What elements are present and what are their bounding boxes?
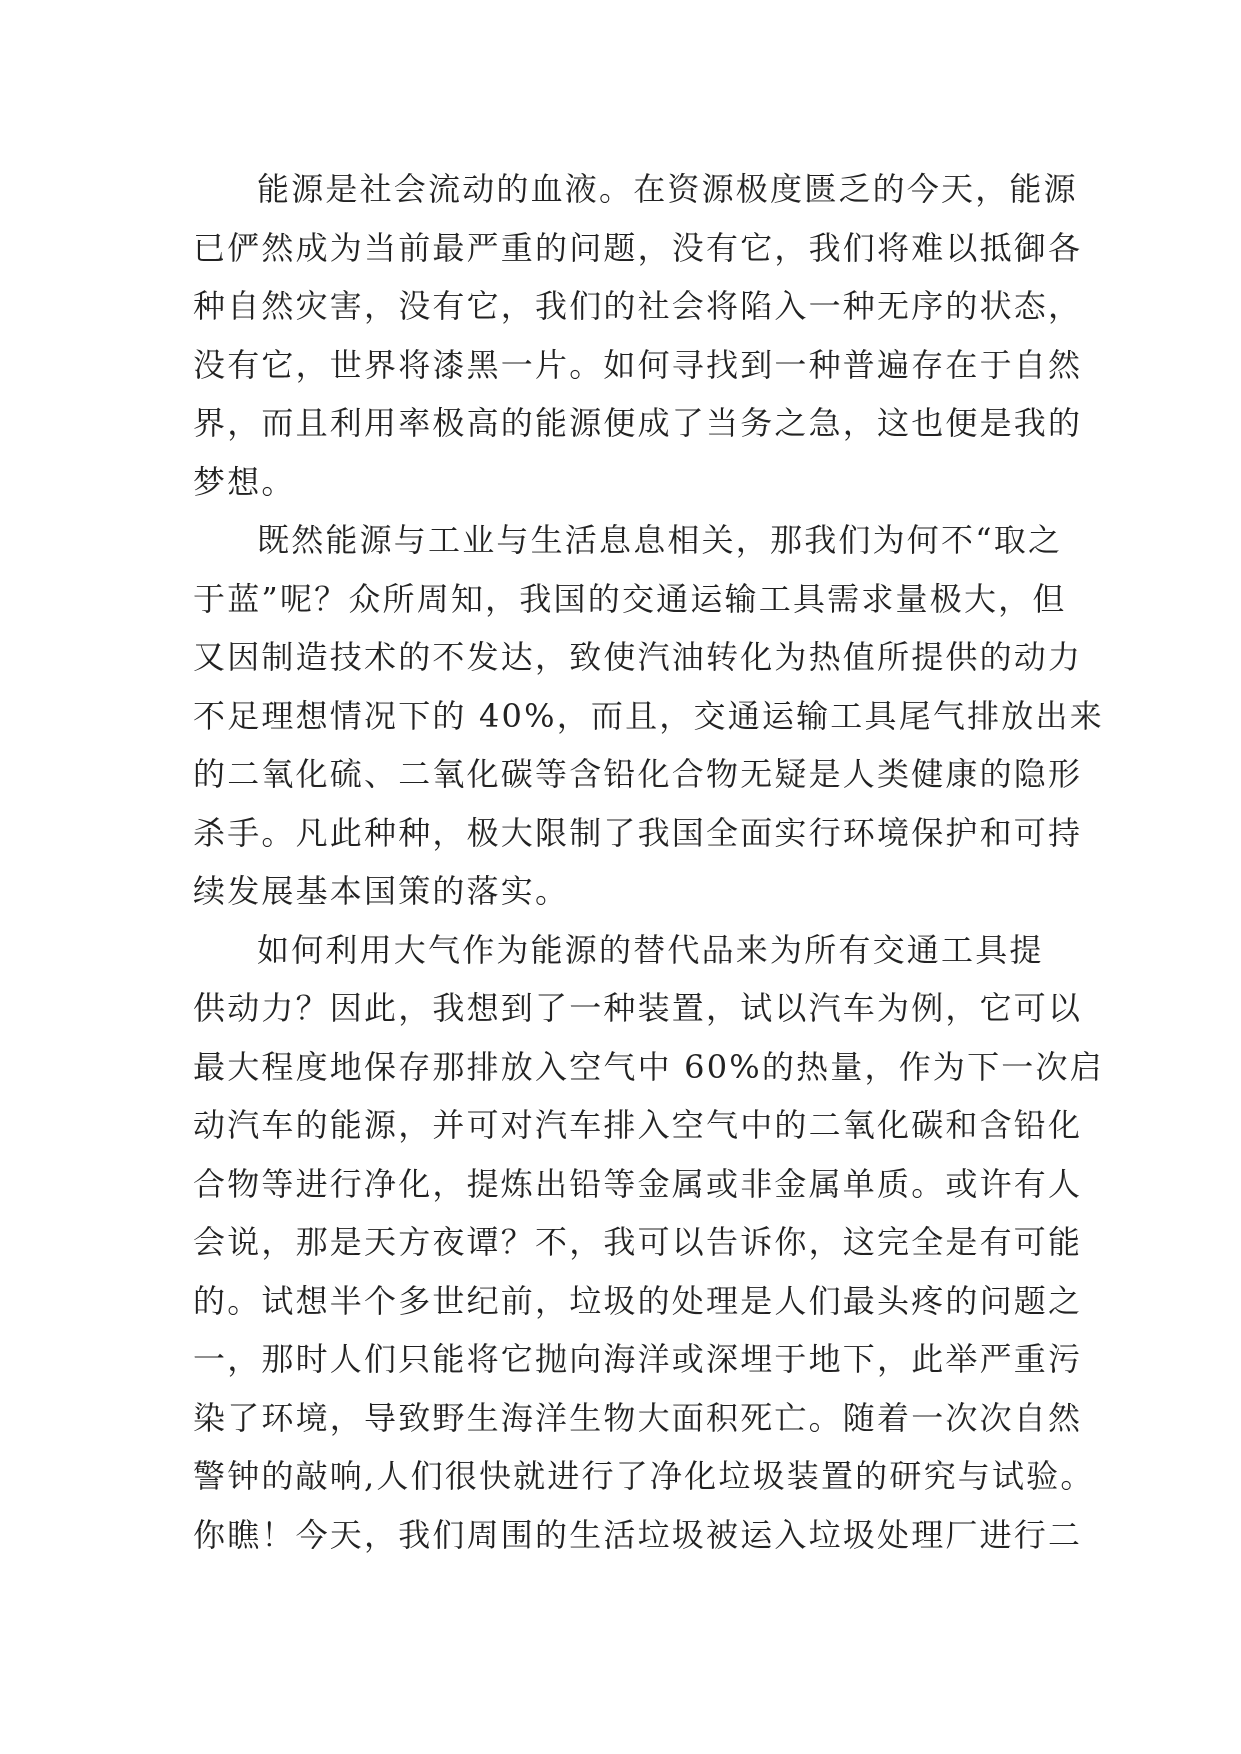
text-line: 警钟的敲响,人们很快就进行了净化垃圾装置的研究与试验。 [193,1457,1095,1495]
document-body [193,160,1104,1564]
paragraph-2 [193,511,1104,921]
paragraph-1 [193,160,1083,511]
text-line: 又因制造技术的不发达，致使汽油转化为热值所提供的动力 [193,638,1083,676]
text-line: 合物等进行净化，提炼出铅等金属或非金属单质。或许有人 [193,1164,1083,1203]
paragraph-3 [193,921,1104,1565]
text-line: 的二氧化硫、二氧化碳等含铅化合物无疑是人类健康的隐形 [193,755,1083,793]
text-line: 染了环境，导致野生海洋生物大面积死亡。随着一次次自然 [193,1398,1083,1437]
text-line: 已俨然成为当前最严重的问题，没有它，我们将难以抵御各 [193,228,1083,267]
text-line: 如何利用大气作为能源的替代品来为所有交通工具提 [257,930,1044,969]
text-line: 供动力？因此，我想到了一种装置，试以汽车为例，它可以 [193,989,1083,1027]
text-line: 最大程度地保存那排放入空气中 60%的热量，作为下一次启 [193,1047,1104,1086]
text-line: 梦想。 [193,462,296,501]
text-line: 你瞧！今天，我们周围的生活垃圾被运入垃圾处理厂进行二 [193,1515,1083,1554]
text-line: 能源是社会流动的血液。在资源极度匮乏的今天，能源 [257,170,1078,208]
text-line: 界，而且利用率极高的能源便成了当务之急，这也便是我的 [193,404,1083,442]
text-line: 没有它，世界将漆黑一片。如何寻找到一种普遍存在于自然 [193,345,1083,384]
text-line: 种自然灾害，没有它，我们的社会将陷入一种无序的状态， [193,287,1083,325]
text-line: 会说，那是天方夜谭？不，我可以告诉你，这完全是有可能 [193,1223,1083,1261]
text-line: 续发展基本国策的落实。 [193,872,570,910]
text-line: 一，那时人们只能将它抛向海洋或深埋于地下，此举严重污 [193,1340,1083,1378]
text-line: 于蓝”呢？众所周知，我国的交通运输工具需求量极大，但 [193,579,1067,618]
text-line: 既然能源与工业与生活息息相关，那我们为何不“取之 [257,521,1063,559]
text-line: 的。试想半个多世纪前，垃圾的处理是人们最头疼的问题之 [193,1281,1083,1320]
text-line: 杀手。凡此种种，极大限制了我国全面实行环境保护和可持 [193,813,1083,852]
text-line: 不足理想情况下的 40%，而且，交通运输工具尾气排放出来 [193,696,1104,735]
text-line: 动汽车的能源，并可对汽车排入空气中的二氧化碳和含铅化 [193,1106,1083,1144]
